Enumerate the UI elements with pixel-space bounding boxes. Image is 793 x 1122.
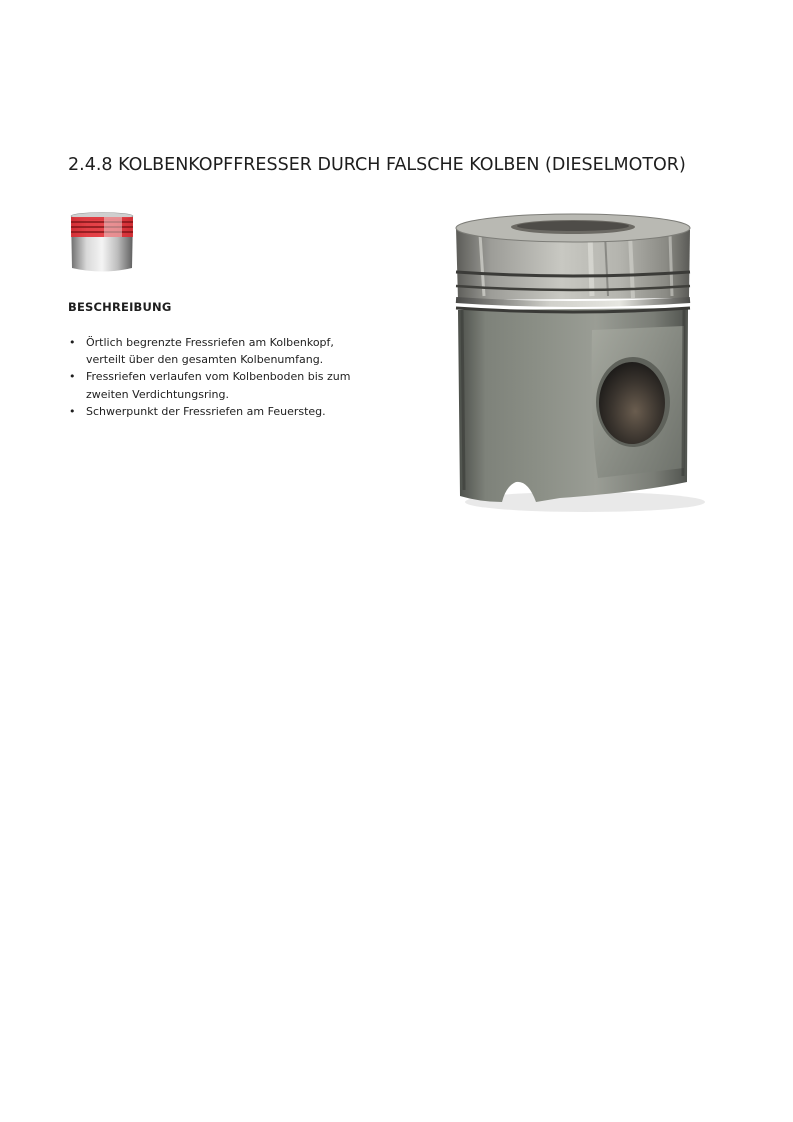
piston-damage-zone-icon [66, 208, 138, 276]
list-item [68, 368, 368, 402]
bullet-icon: • [69, 404, 76, 418]
list-item [68, 334, 368, 368]
list-item-text: Örtlich begrenzte Fressriefen am Kolbenkopf, verteilt über den gesamten Kolbenumfang. [86, 336, 334, 367]
list-item-text: Schwerpunkt der Fressriefen am Feuersteg. [86, 404, 326, 418]
description-list [68, 334, 368, 420]
bullet-icon: • [69, 370, 76, 384]
bullet-icon: • [69, 336, 76, 349]
list-item-text: Fressriefen verlaufen vom Kolbenboden bis zum zweiten Verdichtungsring. [86, 370, 351, 401]
list-item [68, 403, 368, 420]
piston-photo [440, 190, 722, 526]
page-title: 2.4.8 KOLBENKOPFFRESSER DURCH FALSCHE KOLBEN (DIESELMOTOR) [68, 155, 686, 175]
section-heading-description: BESCHREIBUNG [68, 300, 172, 314]
